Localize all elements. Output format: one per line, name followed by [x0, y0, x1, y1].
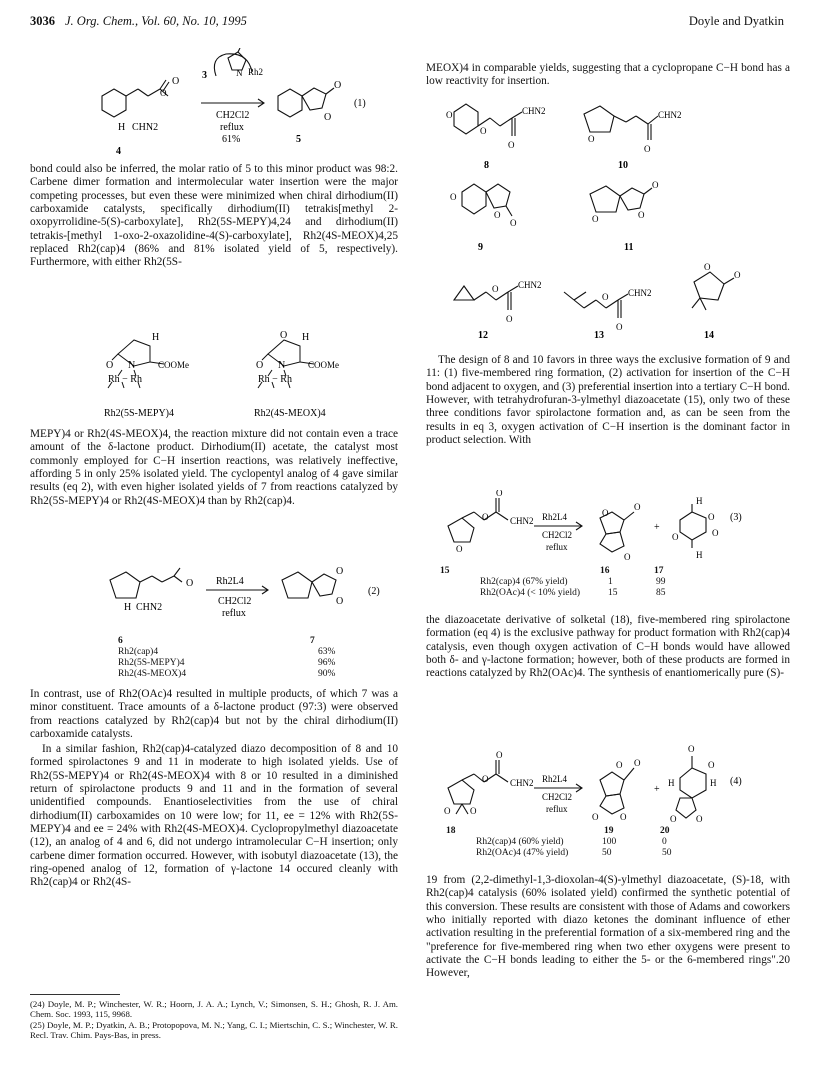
- eq1-carbonyl-o: O: [172, 76, 180, 87]
- eq1-h-label: H: [118, 122, 126, 133]
- eq2-row-3-val: 90%: [318, 669, 336, 679]
- eq3-chn2: CHN2: [510, 516, 534, 526]
- eq1-prod-o: O: [334, 80, 342, 91]
- eq4-chn2: CHN2: [510, 778, 534, 788]
- eq4-number: (4): [730, 776, 742, 787]
- eq4-p2-o: O: [708, 760, 715, 770]
- eq2-h: H: [124, 602, 132, 613]
- eq4-ring-o-2: O: [470, 806, 477, 816]
- eq2-catalyst: Rh2L4: [216, 576, 244, 587]
- s9-ring-o: O: [450, 192, 457, 202]
- eq3-p2-co: O: [712, 528, 719, 538]
- structures-8-to-14: [440, 92, 790, 342]
- s11-ring-o: O: [592, 214, 599, 224]
- eq4-p2-h-right: H: [710, 778, 717, 788]
- s11-o: O: [638, 210, 645, 220]
- s8-ring-o: O: [446, 110, 453, 120]
- eq3-p2-o: O: [672, 532, 679, 542]
- eq2-ring-o: O: [336, 596, 344, 607]
- cat1-h: H: [152, 332, 160, 343]
- s12-co: O: [506, 314, 513, 324]
- eq4-table: [446, 826, 716, 859]
- eq3-label-16: 16: [600, 566, 610, 576]
- eq3-conditions: reflux: [546, 542, 568, 552]
- eq4-p2-ring-o-2: O: [696, 814, 703, 824]
- cat1-o: O: [106, 360, 114, 371]
- cat2-ring-o: O: [280, 330, 288, 341]
- eq4-plus: +: [654, 784, 660, 795]
- right-paragraph-1: MEOX)4 in comparable yields, suggesting that a cyclopropane C−H bond has a low reactivity for insertion.: [426, 62, 790, 88]
- eq1-compound-5: 5: [296, 134, 301, 145]
- label-12: 12: [478, 330, 488, 341]
- eq3-label-17: 17: [654, 566, 664, 576]
- eq3-p2-h-bot: H: [696, 550, 703, 560]
- eq2-table: [118, 636, 358, 680]
- label-9: 9: [478, 242, 483, 253]
- footnote-25: (25) Doyle, M. P.; Dyatkin, A. B.; Protopopova, M. N.; Yang, C. I.; Miertschin, C. S.; Winchester, W. R. Recl. Trav. Chim. Pays-Bas, in press.: [30, 1020, 398, 1041]
- eq1-chn2-label: CHN2: [132, 122, 159, 133]
- equation-2-scheme: [96, 558, 396, 628]
- eq2-solvent: CH2Cl2: [218, 596, 252, 607]
- eq4-label-18: 18: [446, 826, 456, 836]
- eq4-conditions: reflux: [546, 804, 568, 814]
- eq4-row-2-b: 50: [662, 848, 672, 858]
- eq1-compound-4: 4: [116, 146, 121, 157]
- eq2-label-7: 7: [310, 636, 315, 646]
- eq4-p1-co: O: [634, 758, 641, 768]
- eq2-row-3-cat: Rh2(4S-MEOX)4: [118, 669, 187, 679]
- eq2-row-1-val: 63%: [318, 647, 336, 657]
- eq4-catalyst: Rh2L4: [542, 774, 568, 784]
- s12-o: O: [492, 284, 499, 294]
- equation-1-scheme: [88, 48, 408, 160]
- eq2-row-1-cat: Rh2(cap)4: [118, 647, 159, 657]
- eq4-p1-o: O: [616, 760, 623, 770]
- s8-o: O: [480, 126, 487, 136]
- eq4-p1-ring-o-1: O: [592, 812, 599, 822]
- eq1-ester-o: O: [160, 88, 167, 98]
- s11-co: O: [652, 180, 659, 190]
- s12-chn2: CHN2: [518, 280, 542, 290]
- eq3-row-2-b: 85: [656, 588, 666, 598]
- eq1-number: (1): [354, 98, 366, 109]
- right-paragraph-3: the diazoacetate derivative of solketal (18), five-membered ring spirolactone formation (eq 4) is the exclusive pathway for product formation with Rh2(cap)4 catalysis, even though oxygen activation of C−H bonds would have allowed both δ- and γ-lactone formation; however, both of these products are formed in reactions catalyzed by Rh2(OAc)4. The synthesis of enantiomerically pure (S)-: [426, 614, 790, 680]
- eq2-conditions: reflux: [222, 608, 246, 619]
- cat2-rhrh: Rh − Rh: [258, 374, 292, 385]
- eq1-solvent: CH2Cl2: [216, 110, 250, 121]
- eq3-row-2-cat: Rh2(OAc)4 (< 10% yield): [480, 588, 581, 598]
- eq3-p1-o: O: [602, 508, 609, 518]
- right-paragraph-4: 19 from (2,2-dimethyl-1,3-dioxolan-4(S)-ylmethyl diazoacetate, (S)-18, with Rh2(cap)4 catalysis (60% isolated yield) confirmed the synthetic potential of this conversion. These results are consistent with those of Adams and coworkers who initially reported with diazo ketones the dominant influence of ether activation resulting in the preferential formation of a six-membered ring and the "preference for five-membered ring when two ether oxygens were present to activate the C−H bonds leading to either the 5- or the 6-membered rings".20 However,: [426, 874, 790, 980]
- left-paragraph-1: bond could also be inferred, the molar ratio of 5 to this minor product was 98:2. Carbene dimer formation and intermolecular water insertion were the major competing processes, but even these were minimized when chiral dirhodium(II) carboxamide catalysts, specifically dirhodium(II) tetrakis[methyl 2-oxopyrrolidine-5(S)-carboxylate], Rh2(5S-MEPY)4,24 and dirhodium(II) tetrakis-[methyl 1-oxo-2-oxazolidine-4(S)-carboxylate], Rh2(4S-MEOX)4,25 replaced Rh2(cap)4 (86% and 81% isolated yield of 5, respectively). Furthermore, with either Rh2(5S-: [30, 163, 398, 269]
- eq1-reagent-3: 3: [202, 70, 207, 81]
- eq1-cat-n: N: [236, 68, 243, 78]
- eq2-label-6: 6: [118, 636, 123, 646]
- catalyst-structures: [104, 322, 364, 422]
- eq3-label-15: 15: [440, 566, 450, 576]
- s13-co: O: [616, 322, 623, 332]
- eq3-row-2-a: 15: [608, 588, 618, 598]
- cat1-coome: COOMe: [158, 360, 189, 370]
- eq2-row-2-val: 96%: [318, 658, 336, 668]
- eq4-label-19: 19: [604, 826, 614, 836]
- eq4-solvent: CH2Cl2: [542, 792, 573, 802]
- s9-co: O: [510, 218, 517, 228]
- cat2-h: H: [302, 332, 310, 343]
- eq3-carbonyl-o: O: [496, 490, 503, 498]
- eq2-chn2: CHN2: [136, 602, 163, 613]
- eq1-yield: 61%: [222, 134, 241, 145]
- eq3-row-1-cat: Rh2(cap)4 (67% yield): [480, 577, 568, 587]
- eq4-row-1-b: 0: [662, 837, 667, 847]
- label-11: 11: [624, 242, 634, 253]
- s10-chn2: CHN2: [658, 110, 682, 120]
- eq3-ester-o: O: [482, 512, 489, 522]
- eq3-plus: +: [654, 522, 660, 533]
- cat1-name: Rh2(5S-MEPY)4: [104, 408, 175, 419]
- right-paragraph-2: The design of 8 and 10 favors in three ways the exclusive formation of 9 and 11: (1) five-membered ring formation, (2) activation for insertion of the C−H bond adjacent to oxygen, and (3) preferential insertion into a tertiary C−H bond. However, with tetrahydrofuran-3-ylmethyl diazoacetate (15), only two of these three conditions favor spirolactone formation and, as can be seen from the results in eq 3, oxygen activation of C−H insertion is the dominant factor in product selection. With: [426, 354, 790, 447]
- page-number: 3036: [30, 14, 55, 28]
- eq4-p2-h-left: H: [668, 778, 675, 788]
- eq1-ring-o: O: [324, 112, 332, 123]
- eq3-number: (3): [730, 512, 742, 523]
- eq2-number: (2): [368, 586, 380, 597]
- footnote-rule: [30, 994, 120, 995]
- s14-co: O: [734, 270, 741, 280]
- eq1-cat-rh2: Rh2: [248, 67, 264, 77]
- eq3-p2-ring-o: O: [708, 512, 715, 522]
- s10-co: O: [644, 144, 651, 154]
- cat1-n: N: [128, 360, 136, 371]
- running-authors: Doyle and Dyatkin: [688, 14, 784, 28]
- equation-3-scheme: [440, 490, 790, 562]
- eq3-row-1-b: 99: [656, 577, 666, 587]
- s13-o: O: [602, 292, 609, 302]
- label-14: 14: [704, 330, 714, 341]
- eq4-p2-ring-o-1: O: [670, 814, 677, 824]
- eq4-label-20: 20: [660, 826, 670, 836]
- s8-co: O: [508, 140, 515, 150]
- eq3-ring-o: O: [456, 544, 463, 554]
- eq2-sm-o: O: [186, 578, 194, 589]
- journal-citation: J. Org. Chem., Vol. 60, No. 10, 1995: [65, 14, 247, 28]
- cat2-coome: COOMe: [308, 360, 339, 370]
- s14-o: O: [704, 262, 711, 272]
- cat2-name: Rh2(4S-MEOX)4: [254, 408, 326, 419]
- eq4-p2-co: O: [688, 744, 695, 754]
- eq4-row-1-cat: Rh2(cap)4 (60% yield): [476, 837, 564, 847]
- cat1-rhrh: Rh − Rh: [108, 374, 142, 385]
- eq4-ester-o: O: [482, 774, 489, 784]
- eq4-carbonyl-o: O: [496, 750, 503, 760]
- eq3-row-1-a: 1: [608, 577, 613, 587]
- eq2-row-2-cat: Rh2(5S-MEPY)4: [118, 658, 185, 668]
- label-13: 13: [594, 330, 604, 341]
- footnote-24: (24) Doyle, M. P.; Winchester, W. R.; Hoorn, J. A. A.; Lynch, V.; Simonsen, S. H.; Ghosh, R. J. Am. Chem. Soc. 1993, 115, 9968.: [30, 999, 398, 1020]
- s8-chn2: CHN2: [522, 106, 546, 116]
- eq3-table: [440, 566, 710, 599]
- left-paragraph-3: In contrast, use of Rh2(OAc)4 resulted in multiple products, of which 7 was a minor constituent. Trace amounts of a δ-lactone product (97:3) were observed from reactions catalyzed by Rh2(cap)4 but not by the chiral dirhodium(II) carboxamide catalysts.: [30, 688, 398, 741]
- s13-chn2: CHN2: [628, 288, 652, 298]
- label-10: 10: [618, 160, 628, 171]
- eq2-prod-o: O: [336, 566, 344, 577]
- eq4-row-1-a: 100: [602, 837, 617, 847]
- s9-o: O: [494, 210, 501, 220]
- eq4-ring-o-1: O: [444, 806, 451, 816]
- eq3-p1-ring-o: O: [624, 552, 631, 562]
- equation-4-scheme: [440, 738, 790, 826]
- label-8: 8: [484, 160, 489, 171]
- eq4-p1-ring-o-2: O: [620, 812, 627, 822]
- left-paragraph-2: MEPY)4 or Rh2(4S-MEOX)4, the reaction mixture did not contain even a trace amount of the δ-lactone product. Dirhodium(II) acetate, the catalyst most commonly employed for C−H insertion reactions, was relatively ineffective, affording 5 in only 25% isolated yield. The cyclopentyl analog of 4 gave similar results (eq 2), with even higher isolated yields of 7 from reactions catalyzed by Rh2(5S-MEPY)4 or Rh2(4S-MEOX)4 than by Rh2(cap)4.: [30, 428, 398, 507]
- eq3-solvent: CH2Cl2: [542, 530, 573, 540]
- eq4-row-2-a: 50: [602, 848, 612, 858]
- running-header: [0, 14, 820, 34]
- s10-ring-o: O: [588, 134, 595, 144]
- eq3-catalyst: Rh2L4: [542, 512, 568, 522]
- eq4-row-2-cat: Rh2(OAc)4 (47% yield): [476, 848, 569, 858]
- cat2-n: N: [278, 360, 286, 371]
- eq3-p2-h-top: H: [696, 496, 703, 506]
- eq3-p1-co: O: [634, 502, 641, 512]
- eq1-conditions: reflux: [220, 122, 244, 133]
- cat2-o: O: [256, 360, 264, 371]
- left-paragraph-4: In a similar fashion, Rh2(cap)4-catalyzed diazo decomposition of 8 and 10 formed spirolactones 9 and 11 in moderate to high isolated yields. Use of Rh2(5S-MEPY)4 or Rh2(4S-MEOX)4 with 8 or 10 resulted in a diminished return of spirolactone products 9 and 11 and in the formation of several unidentified compounds. Enantioselectivities from the use of chiral dirhodium(II) carboxamides on 10 were low; for 11, ee = 12% with Rh2(5S-MEPY)4 and ee = 24% with Rh2(4S-MEOX)4. Cyclopropylmethyl diazoacetate (12), an analog of 4 and 6, did not undergo intramolecular C−H insertion; only carbene dimer formation occurred. However, with isobutyl diazoacetate (13), the ring-opened analog of 12, formation of γ-lactone 14 occured cleanly with Rh2(cap)4 or Rh2(4S-: [30, 743, 398, 889]
